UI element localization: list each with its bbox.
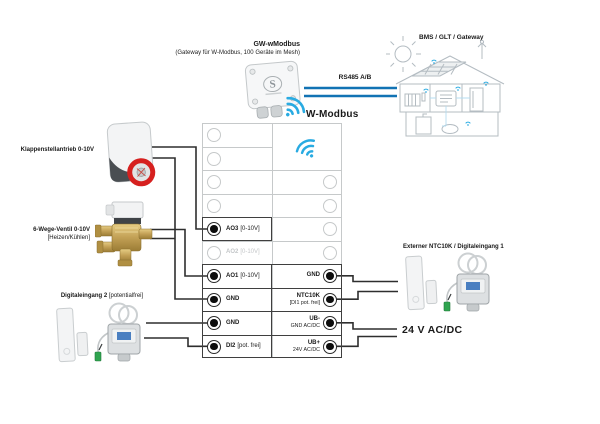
door-contact-device — [402, 254, 442, 316]
terminal-gnd-2 — [207, 316, 221, 330]
terminal-gnd-right — [323, 269, 337, 283]
terminal-empty — [207, 175, 221, 189]
six-way-valve-label: 6-Wege-Ventil 0-10V [Heizen/Kühlen] — [33, 227, 90, 241]
terminal-ub-plus — [323, 340, 337, 354]
ub-minus-label: UB- GND AC/DC — [290, 316, 320, 330]
rs485-bus-lines — [304, 88, 397, 96]
cable-sensor-device — [92, 300, 148, 364]
terminal-empty — [207, 152, 221, 166]
power-supply-label: 24 V AC/DC — [402, 324, 463, 336]
terminal-ntc10k — [323, 293, 337, 307]
svg-text:S: S — [269, 78, 277, 91]
gnd-label-2: GND — [226, 319, 240, 326]
bms-label: BMS / GLT / Gateway — [419, 34, 484, 41]
damper-actuator-device — [104, 120, 156, 190]
cable-sensor-device — [441, 250, 497, 314]
terminal-empty — [323, 246, 337, 260]
six-way-valve-device — [95, 201, 153, 268]
ntc10k-label: NTC10K [DI1 pot. frei] — [289, 292, 320, 306]
wifi-waves-icon — [280, 91, 310, 121]
ao3-label: AO3 [0-10V] — [226, 225, 260, 232]
rs485-label: RS485 A/B — [338, 74, 372, 81]
wifi-waves-icon — [292, 133, 320, 161]
ub-plus-label: UB+ 24V AC/DC — [292, 339, 320, 353]
gnd-label-1: GND — [226, 296, 240, 303]
terminal-empty — [207, 199, 221, 213]
terminal-empty — [323, 175, 337, 189]
smart-building-illustration — [386, 30, 514, 142]
gateway-title: GW-wModbus — [253, 41, 300, 48]
terminal-di2 — [207, 340, 221, 354]
terminal-gnd-1 — [207, 293, 221, 307]
ao2-label: AO2 [0-10V] — [226, 249, 260, 256]
terminal-empty — [207, 128, 221, 142]
terminal-empty — [323, 222, 337, 236]
door-contact-device — [53, 306, 93, 368]
ao1-label: AO1 [0-10V] — [226, 272, 260, 279]
external-ntc10k-label: Externer NTC10K / Digitaleingang 1 — [403, 244, 504, 250]
terminal-empty — [323, 199, 337, 213]
damper-actuator-label: Klappenstellantrieb 0-10V — [20, 147, 94, 153]
terminal-ub-minus — [323, 316, 337, 330]
terminal-ao2 — [207, 246, 221, 260]
terminal-ao3 — [207, 222, 221, 236]
terminal-ao1 — [207, 269, 221, 283]
gnd-right-label: GND — [306, 272, 320, 279]
digital-input-2-label: Digitaleingang 2 [potentialfrei] — [60, 293, 144, 299]
gateway-subtitle: (Gateway für W-Modbus, 100 Geräte im Mesh) — [175, 50, 300, 56]
di2-label: DI2 [pot. frei] — [226, 343, 261, 350]
wmodbus-label: W-Modbus — [306, 109, 359, 120]
